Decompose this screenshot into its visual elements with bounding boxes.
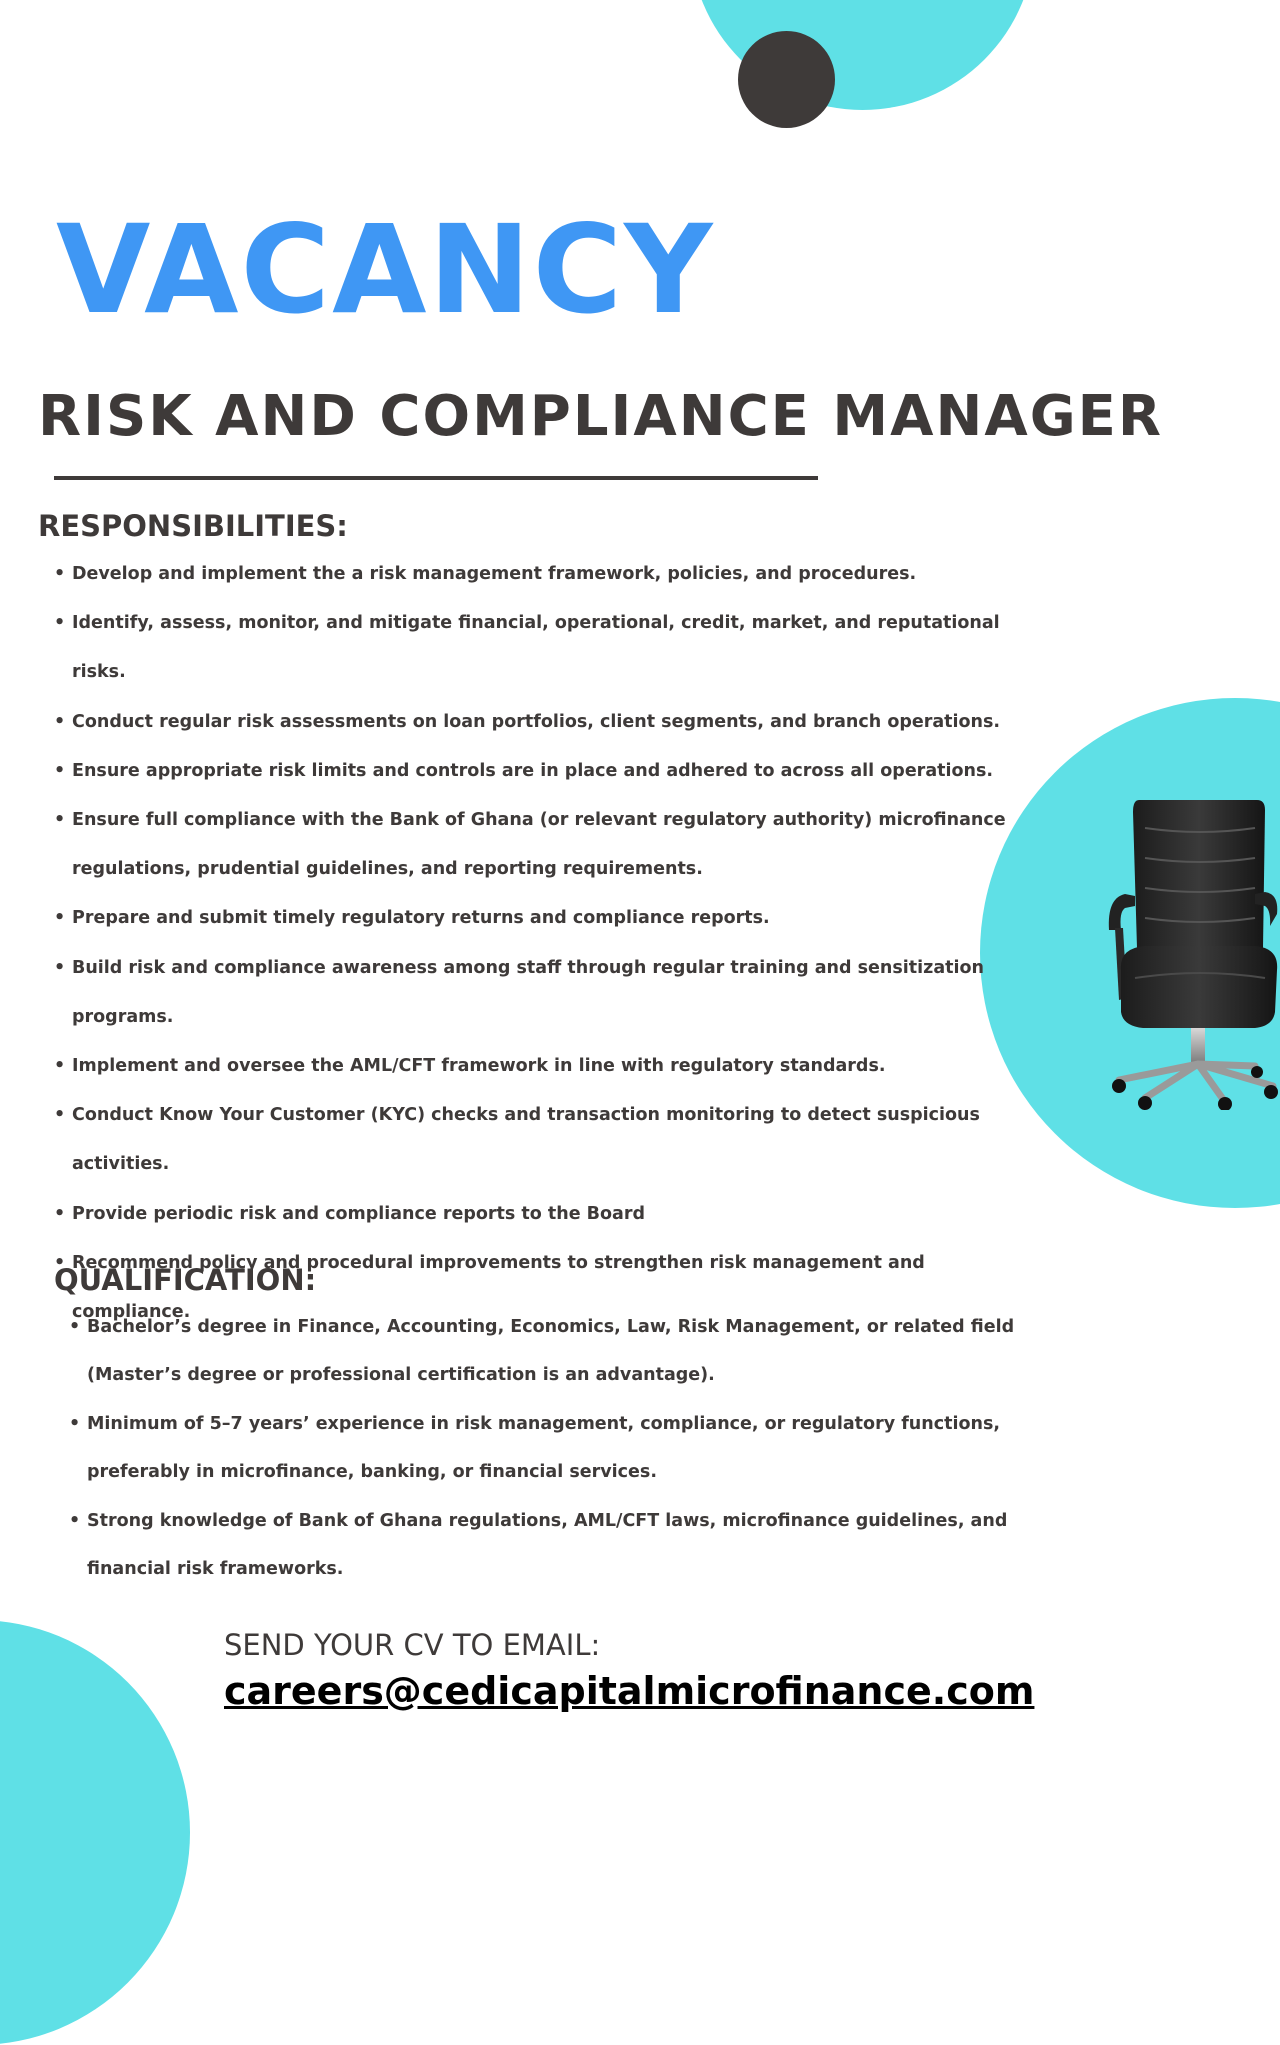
qualification-item: • Bachelor’s degree in Finance, Accounting, Economics, Law, Risk Management, or related field (Master’s degree or professional certification is an advantage). xyxy=(69,1303,1089,1400)
qualification-list xyxy=(69,1303,1089,1593)
dark-decorative-dot xyxy=(738,31,835,128)
responsibility-item: • Ensure appropriate risk limits and controls are in place and adhered to across all operations. xyxy=(54,747,1039,796)
responsibility-item: • Conduct Know Your Customer (KYC) checks and transaction monitoring to detect suspicious activities. xyxy=(54,1091,1039,1189)
title-divider xyxy=(54,476,818,480)
responsibilities-heading: RESPONSIBILITIES: xyxy=(38,509,348,543)
responsibility-item: • Conduct regular risk assessments on loan portfolios, client segments, and branch operations. xyxy=(54,698,1039,747)
bottom-decorative-circle xyxy=(0,1620,190,2045)
responsibility-item: • Ensure full compliance with the Bank of Ghana (or relevant regulatory authority) microfinance regulations, prudential guidelines, and reporting requirements. xyxy=(54,796,1039,894)
responsibility-item: • Build risk and compliance awareness among staff through regular training and sensitization programs. xyxy=(54,944,1039,1042)
office-chair-icon xyxy=(1105,798,1280,1110)
responsibility-item: • Provide periodic risk and compliance reports to the Board xyxy=(54,1190,1039,1239)
responsibility-item: • Prepare and submit timely regulatory returns and compliance reports. xyxy=(54,894,1039,943)
responsibilities-list xyxy=(54,550,1039,1337)
contact-email-link[interactable]: careers@cedicapitalmicrofinance.com xyxy=(224,1669,1035,1713)
cv-instruction: SEND YOUR CV TO EMAIL: xyxy=(224,1628,601,1662)
qualification-item: • Minimum of 5–7 years’ experience in risk management, compliance, or regulatory functions, preferably in microfinance, banking, or financial services. xyxy=(69,1400,1089,1497)
responsibility-item: • Identify, assess, monitor, and mitigate financial, operational, credit, market, and reputational risks. xyxy=(54,599,1039,697)
responsibility-item: • Implement and oversee the AML/CFT framework in line with regulatory standards. xyxy=(54,1042,1039,1091)
qualification-item: • Strong knowledge of Bank of Ghana regulations, AML/CFT laws, microfinance guidelines, and financial risk frameworks. xyxy=(69,1497,1089,1594)
responsibility-item: • Recommend policy and procedural improvements to strengthen risk management and compliance. xyxy=(54,1239,1039,1337)
vacancy-heading: VACANCY xyxy=(56,199,715,341)
responsibility-item: • Develop and implement the a risk management framework, policies, and procedures. xyxy=(54,550,1039,599)
job-title: RISK AND COMPLIANCE MANAGER xyxy=(38,384,1164,449)
qualification-heading: QUALIFICATION: xyxy=(54,1263,317,1297)
